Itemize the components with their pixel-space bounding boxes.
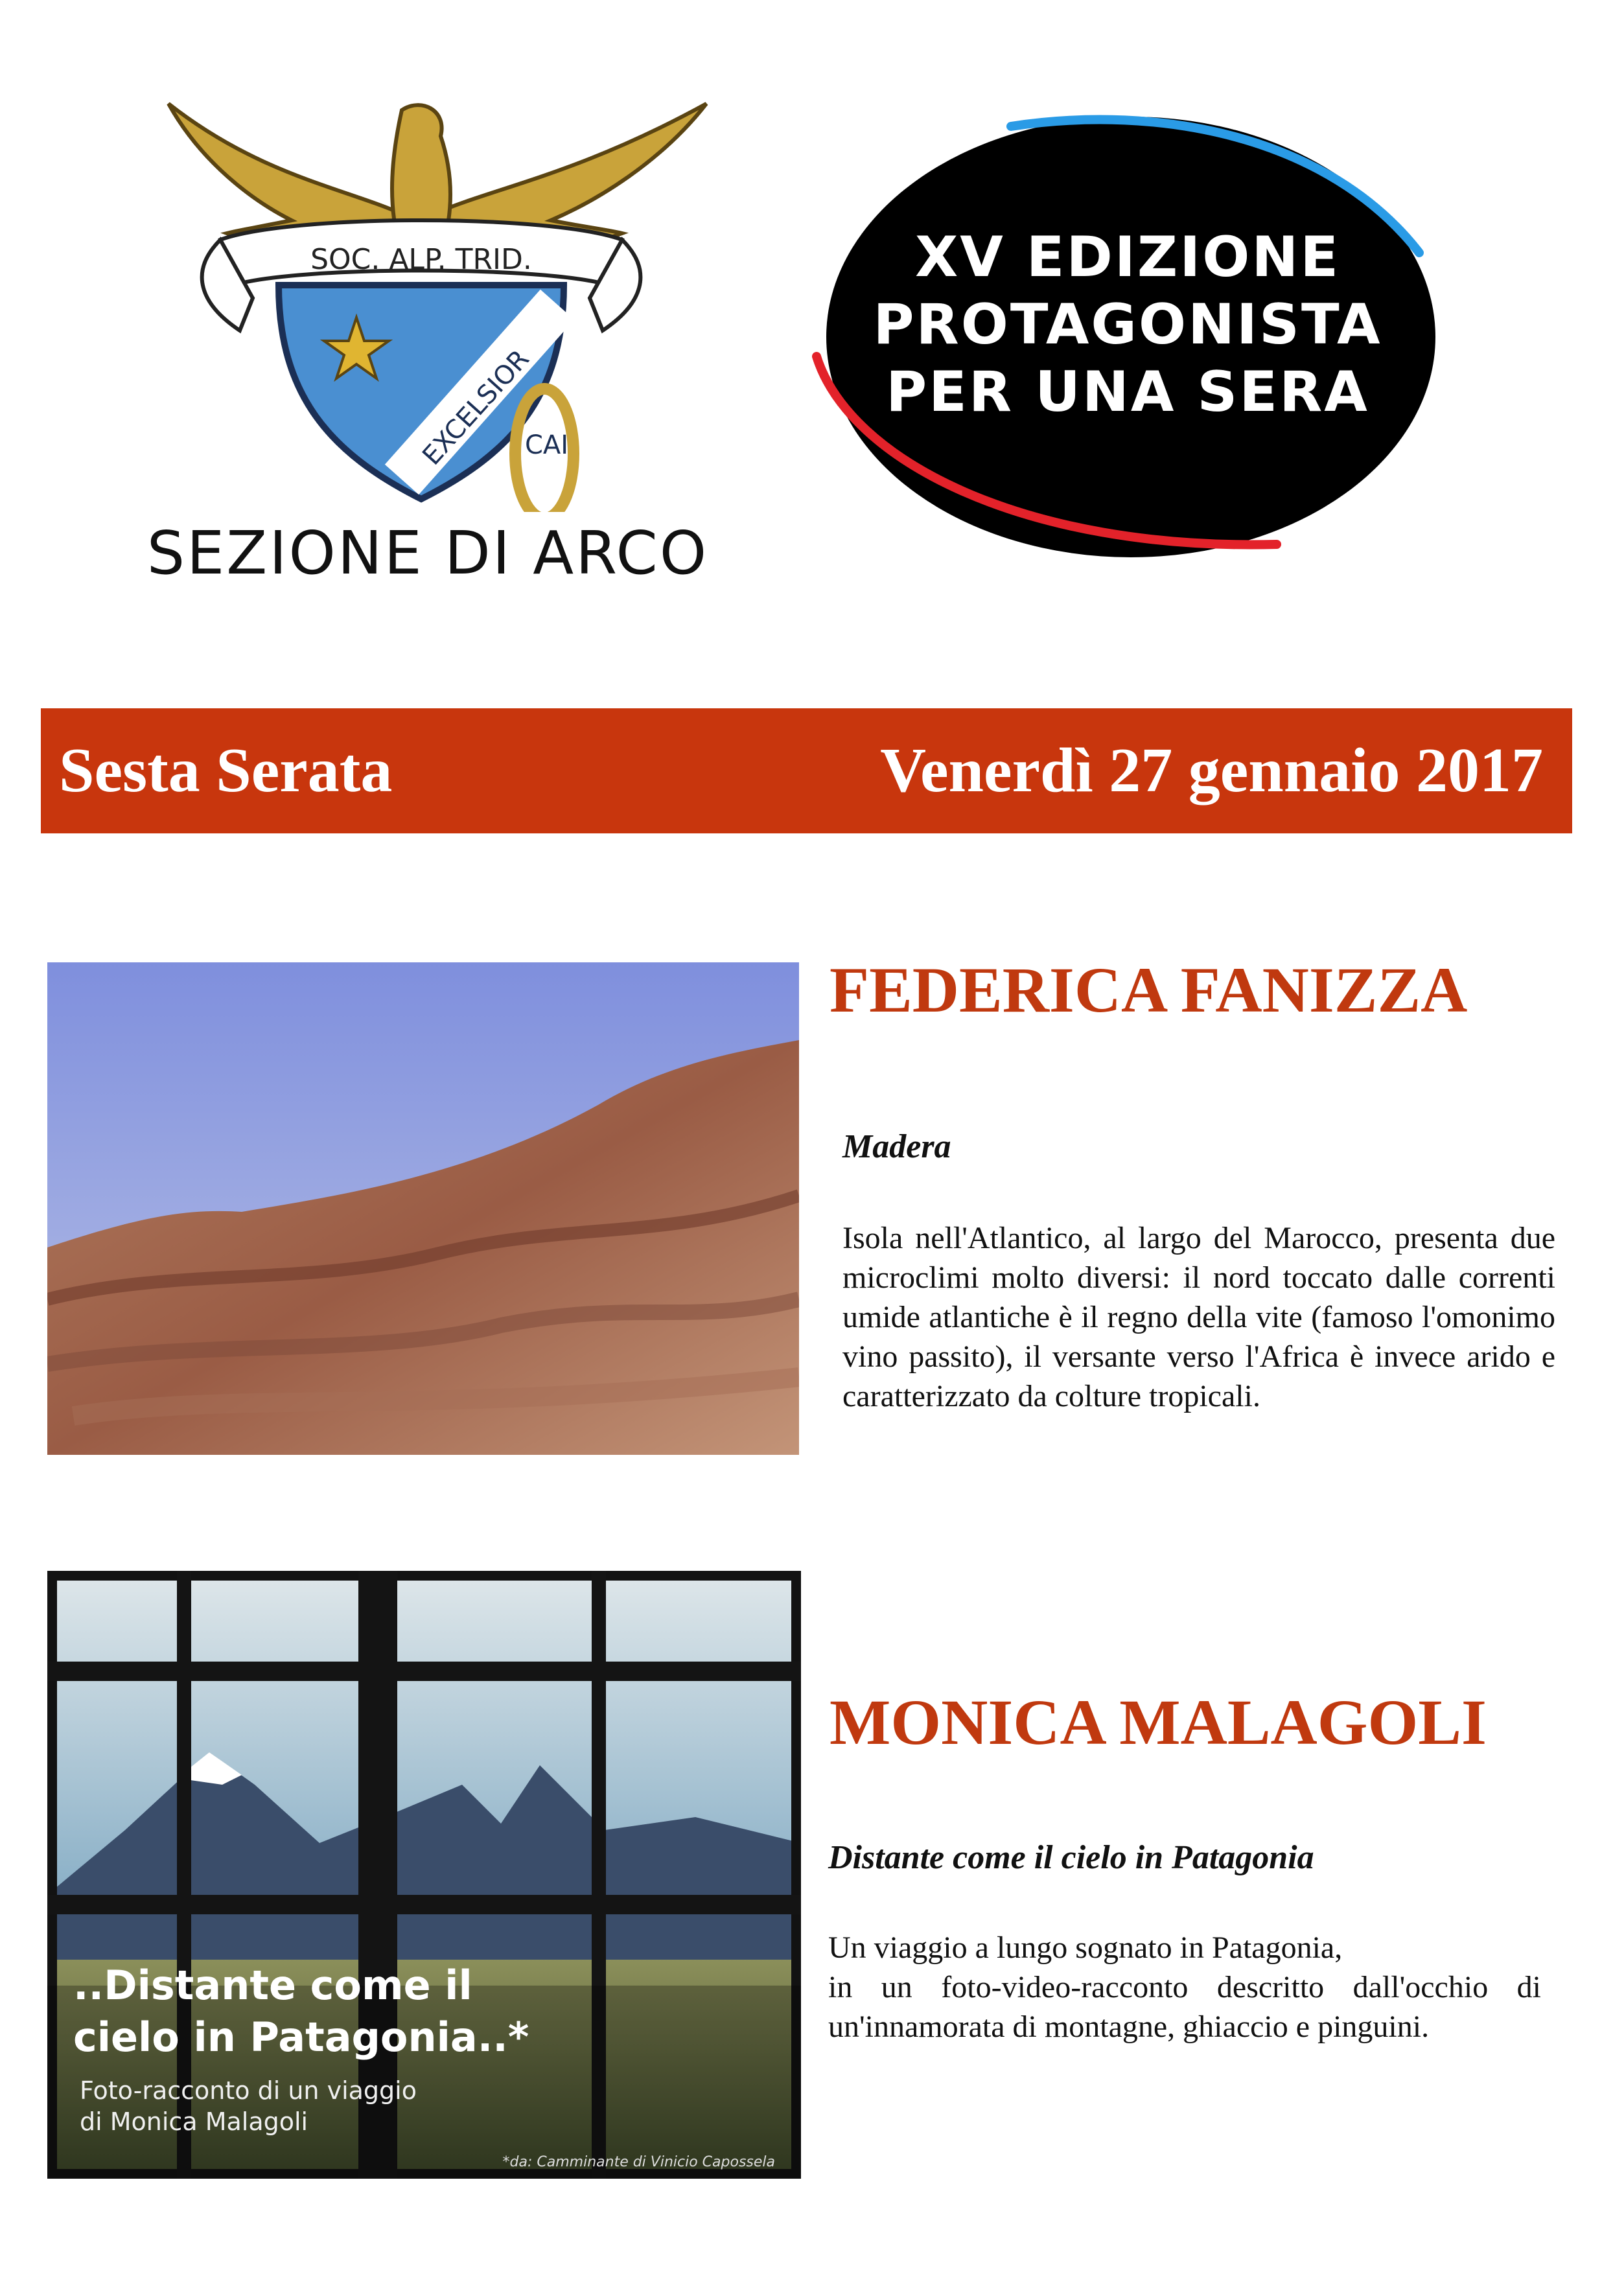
event-date: Venerdì 27 gennaio 2017 xyxy=(880,736,1543,806)
photo-overlay-title xyxy=(73,1960,529,2063)
speaker-name-1: FEDERICA FANIZZA xyxy=(830,954,1468,1026)
cai-logo xyxy=(130,91,713,609)
logo-letters-text: CAI xyxy=(525,430,569,460)
evening-label: Sesta Serata xyxy=(59,736,393,806)
photo-overlay-credit: *da: Camminante di Vinicio Capossela xyxy=(502,2154,775,2170)
photo-overlay-subtitle-line-1: Foto-racconto di un viaggio xyxy=(80,2076,417,2105)
badge-line-1: XV EDIZIONE xyxy=(914,225,1341,290)
photo-overlay-subtitle xyxy=(80,2075,417,2137)
logo-motto-text: SOC. ALP. TRID. xyxy=(310,243,532,276)
logo-shield-text: EXCELSIOR xyxy=(417,344,535,471)
photo-overlay-subtitle-line-2: di Monica Malagoli xyxy=(80,2107,308,2136)
talk-description-2-line-2: in un foto-video-racconto descritto dall'occhio di un'innamorata di montagne, ghiaccio e pinguini. xyxy=(828,1970,1541,2044)
madera-photo xyxy=(47,962,799,1455)
talk-description-2 xyxy=(828,1928,1541,2047)
photo-overlay-title-line-2: cielo in Patagonia..* xyxy=(73,2013,529,2061)
photo-overlay-title-line-1: ..Distante come il xyxy=(73,1962,472,2009)
talk-title-1: Madera xyxy=(842,1128,951,1165)
talk-title-2: Distante come il cielo in Patagonia xyxy=(828,1839,1314,1876)
speaker-name-2: MONICA MALAGOLI xyxy=(830,1686,1487,1758)
badge-line-2: PROTAGONISTA xyxy=(873,292,1382,357)
evening-banner xyxy=(41,708,1572,833)
badge-line-3: PER UNA SERA xyxy=(886,360,1369,424)
talk-description-1: Isola nell'Atlantico, al largo del Marocco, presenta due microclimi molto diversi: il nord toccato dalle correnti umide atlantiche è il regno della vite (famoso l'omonimo vino passito), il versante verso l'Africa è invece arido e caratterizzato da colture tropicali. xyxy=(842,1221,1555,1413)
talk-description-2-line-1: Un viaggio a lungo sognato in Patagonia, xyxy=(828,1931,1343,1965)
event-badge xyxy=(797,97,1465,564)
section-name: SEZIONE DI ARCO xyxy=(146,518,709,588)
patagonia-photo xyxy=(47,1571,801,2179)
badge-text xyxy=(836,224,1419,426)
